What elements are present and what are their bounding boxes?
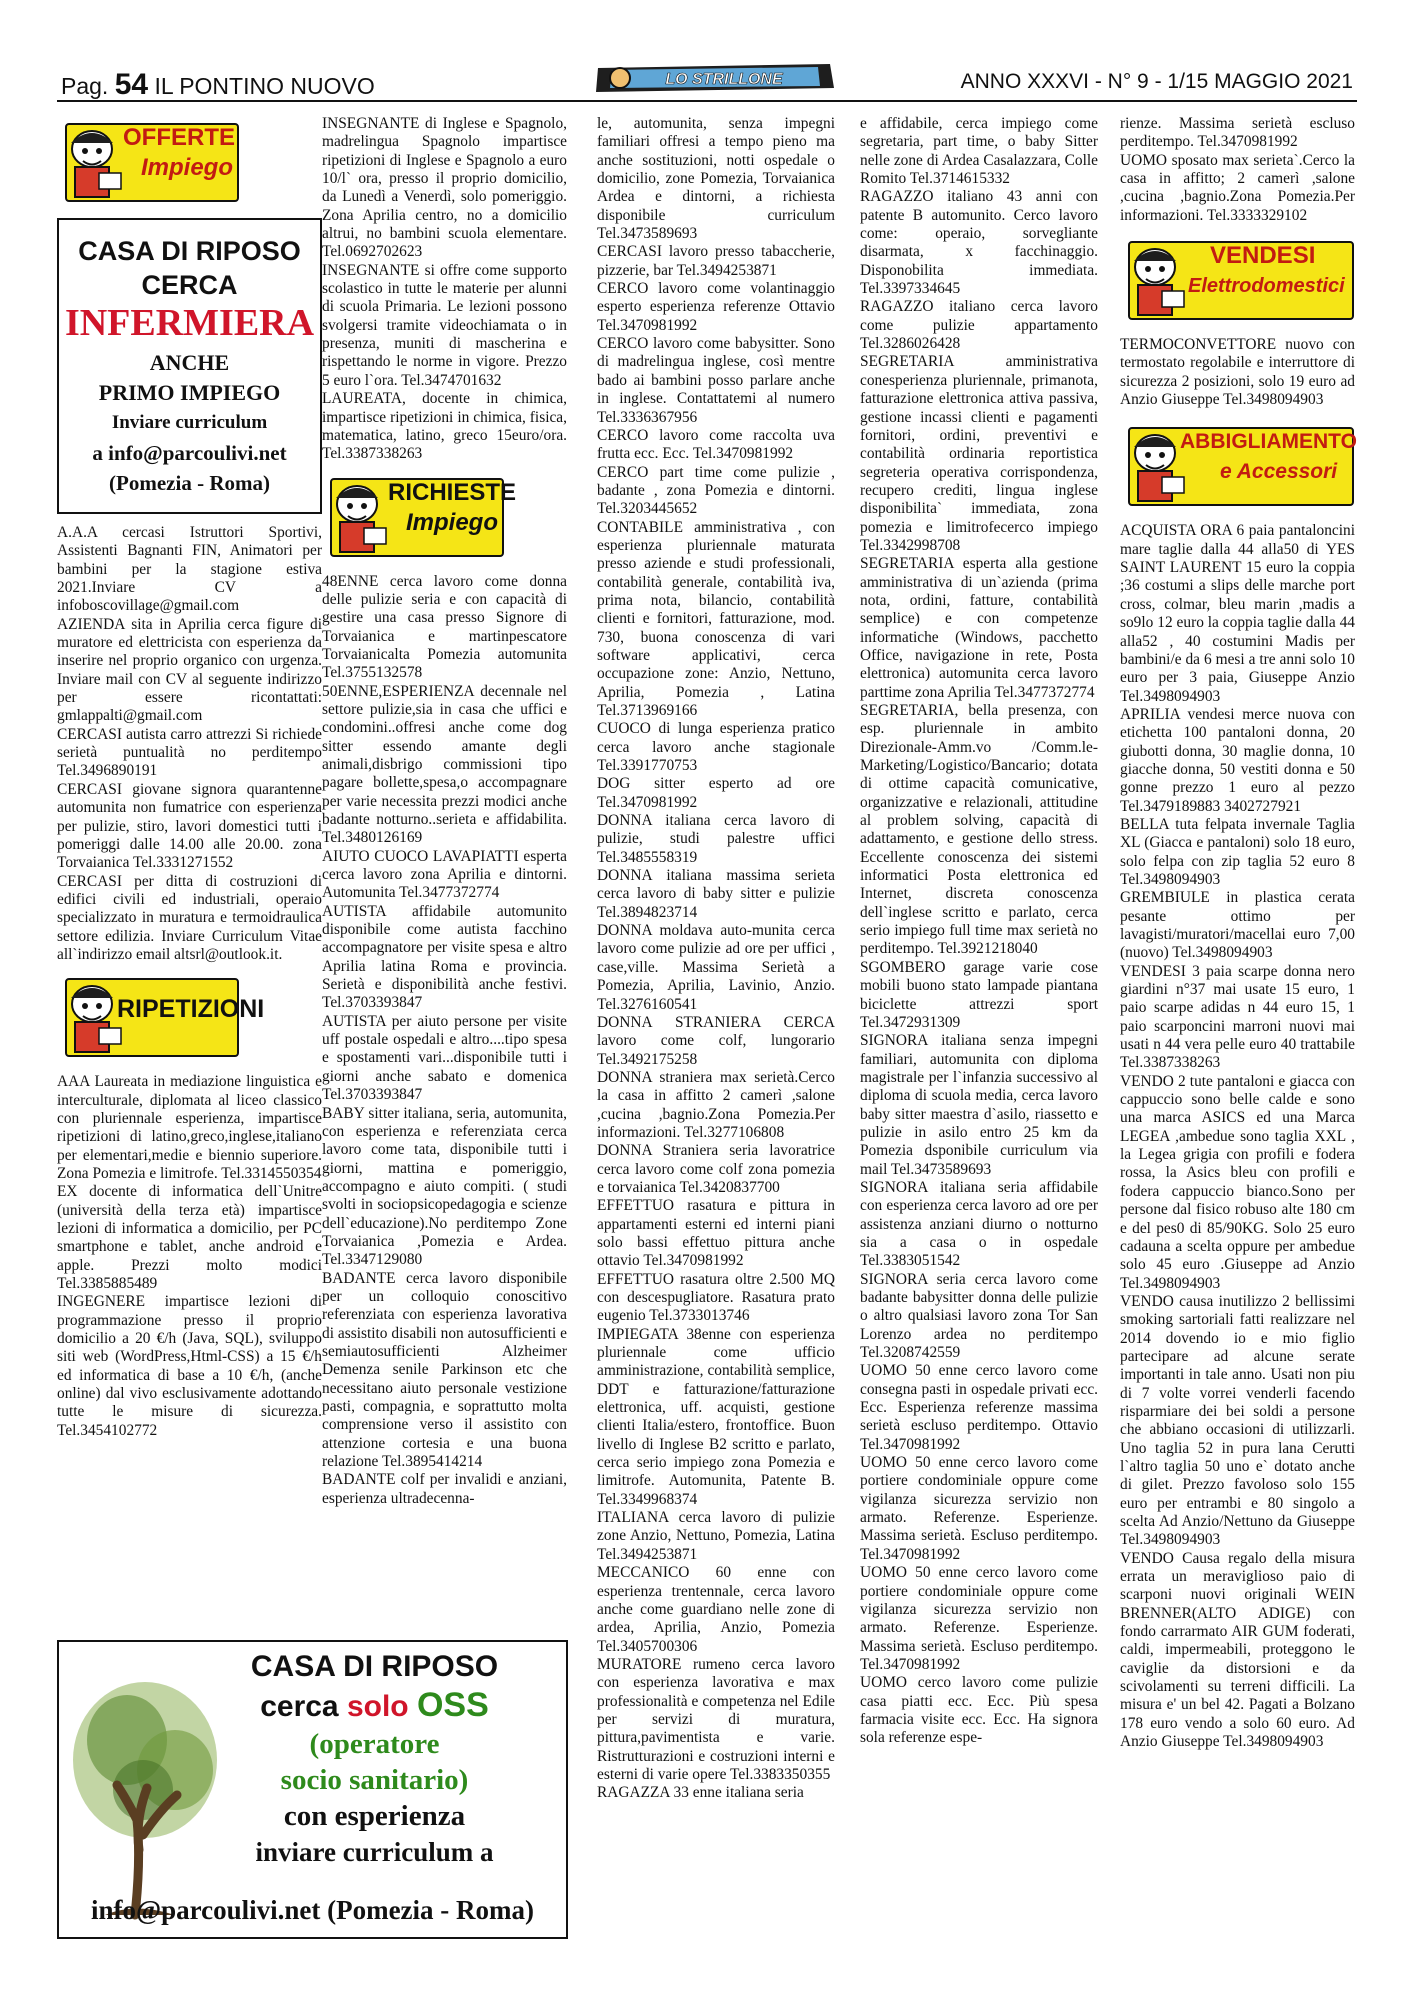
listings-offerte (57, 524, 322, 964)
column-4 (860, 115, 1098, 1748)
paper-name: IL PONTINO NUOVO (154, 73, 375, 99)
listing: UOMO 50 enne cerco lavoro come consegna pasti in ospedale privati ecc. Ecc. Esperienza referenze massima serietà escluso perditempo. Ottavio Tel.3470981992 (860, 1362, 1098, 1453)
listing: CUOCO di lunga esperienza pratico cerca lavoro anche stagionale Tel.3391770753 (597, 720, 835, 775)
column-2 (322, 115, 567, 1508)
page-label: Pag. (61, 73, 109, 99)
listing: VENDO Causa regalo della misura errata un meraviglioso paio di scarponi nuovi originali WEIN BRENNER(ALTO ADIGE) con fondo carrarmato AIR GUM foderati, caldi, impermeabili, proteggono le caviglie da distorsioni e da scivolamenti su terreni difficili. La misura e' un bel 42. Pagati a Bolzano 178 euro vendo a solo 60 euro. Ad Anzio Giuseppe Tel.3498094903 (1120, 1549, 1355, 1751)
ad-oss (57, 1640, 568, 1939)
listing: DONNA moldava auto-munita cerca lavoro come pulizie ad ore per uffici , case,ville. Massima Serietà a Pomezia, Aprilia, Lavinio, Anzio. Tel.3276160541 (597, 922, 835, 1013)
listing: SEGRETARIA, bella presenza, con esp. pluriennale in ambito Direzionale-Amm.vo /Comm.le-Marketing/Logistico/Bancario; dotata di ottime capacità comunicative, organizzative e relazionali, attitudine al problem solving, capacità di adattamento, e gestione dello stress. Eccellente conoscenza dei sistemi informatici Posta elettronica ed Internet, discreta conoscenza dell`inglese scritto e parlato, cerca serio impiego full time max serietà no perditempo. Tel.3921218040 (860, 702, 1098, 958)
listings-richieste-cont (1120, 115, 1355, 225)
listing: BADANTE colf per invalidi e anziani, esperienza ultradecenna- (322, 1471, 567, 1507)
listing: SIGNORA italiana senza impegni familiari, automunita con diploma magistrale per l`infanzia successivo al diploma di scuola media, cerca lavoro baby sitter maestra d`asilo, riassetto e pulizie in asilo entro 25 km da Pomezia dsponibile curriculum via mail Tel.3473589693 (860, 1032, 1098, 1178)
listing: UOMO cerco lavoro come pulizie casa piatti ecc. Ecc. Più spesa farmacia visite ecc. Ecc. Ha signora sola referenze espe- (860, 1674, 1098, 1747)
ad-contact: info@parcoulivi.net (Pomezia - Roma) (90, 1895, 535, 1925)
banner-subtitle: e Accessori (1220, 460, 1338, 484)
listing: CERCO lavoro come raccolta uva frutta ecc. Ecc. Tel.3470981992 (597, 426, 835, 463)
listings-ripetizioni (57, 1073, 322, 1440)
ad-line: CASA DI RIPOSO (78, 236, 301, 266)
listing: rienze. Massima serietà escluso perditempo. Tel.3470981992 (1120, 115, 1355, 151)
listing: SGOMBERO garage varie cose mobili buono stato lampade piantana biciclette attrezzi sport Tel.3472931309 (860, 958, 1098, 1031)
listing: AAA Laureata in mediazione linguistica e interculturale, diplomata al liceo classico con pluriennale esperienza, impartisce ripetizioni di latino,greco,inglese,italiano per elementari,medie e biennio superiore. Zona Pomezia e limitrofe. Tel.3314550354 (57, 1073, 322, 1182)
listing: ACQUISTA ORA 6 paia pantaloncini mare taglie dalla 44 alla50 di YES SAINT LAURENT 15 euro la coppia ;36 costumi a slips delle marche port cross, colmar, bleu marin ,madis a so9lo 12 euro la coppia taglie dalla 44 alla52 , 40 costumini Madis per bambini/e da 6 mesi a tre anni solo 10 euro per 3 paia, Giuseppe Anzio Tel.3498094903 (1120, 522, 1355, 705)
listing: 50ENNE,ESPERIENZA decennale nel settore pulizie,sia in casa che uffici e condomini..offresi anche come dog sitter essendo amante degli animali,disbrigo commissioni tipo pagare bollette,spesa,o accompagnare per varie necessita prezzi modici anche badante notturno..serieta e affidabilita. Tel.3480126169 (322, 682, 567, 847)
ad-line: CERCA (141, 270, 238, 300)
mascot-icon (57, 121, 127, 203)
listing: MURATORE rumeno cerca lavoro con esperienza lavorativa e max professionalità e competenza nel Edile per servizi di muratura, pittura,pavimentista e varie. Ristrutturazioni e costruzioni interni e esterni di varie opere Tel.3383350355 (597, 1655, 835, 1783)
banner-subtitle: Impiego (406, 508, 499, 536)
banner-title: OFFERTE (123, 124, 235, 151)
listing: CERCO part time come pulizie , badante , zona Pomezia e dintorni. Tel.3203445652 (597, 463, 835, 518)
banner-vendesi-elettrodomestici (1120, 233, 1355, 328)
mascot-icon (322, 476, 392, 558)
listing: AUTISTA per aiuto persone per visite uff postale ospedali e altro....tipo spesa e spostamenti vari...disponibile tutti i giorni anche sabato e domenica Tel.3703393847 (322, 1012, 567, 1104)
listing: CERCASI giovane signora quarantenne automunita non fumatrice con esperienza per pulizie, stiro, lavori domestici tutti i pomeriggi dalle 14.00 alle 20.00. zona Torvaianica Tel.3331271552 (57, 780, 322, 872)
ad-location: (Pomezia - Roma) (109, 471, 270, 495)
column-1 (57, 115, 322, 1440)
strillone-logo (592, 62, 837, 94)
listing: CERCO lavoro come babysitter. Sono di madrelingua inglese, così mentre bado ai bambini posso parlare anche in inglese. Contattatemi al numero Tel.3336367956 (597, 335, 835, 426)
listings-ripetizioni-cont (322, 115, 567, 464)
listing: UOMO 50 enne cerco lavoro come portiere condominiale oppure come vigilanza sicurezza servizio non armato. Referenze. Esperienze. Massima serietà. Escluso perditempo. Tel.3470981992 (860, 1454, 1098, 1563)
listing: SIGNORA italiana seria affidabile con esperienza cerca lavoro ad ore per assistenza anziani diurno o notturno sia a casa o in ospedale Tel.3383051542 (860, 1178, 1098, 1270)
listing: IMPIEGATA 38enne con esperienza pluriennale come ufficio amministrazione, contabilità semplice, DDT e fatturazione/fatturazione elettronica, uff. acquisti, gestione clienti Italia/estero, frontoffice. Buon livello di Inglese B2 scritto e parlato, cerca serio impiego zona Pomezia e limitrofe. Automunita, Patente B. Tel.3349968374 (597, 1325, 835, 1508)
listing: ITALIANA cerca lavoro di pulizie zone Anzio, Nettuno, Pomezia, Latina Tel.3494253871 (597, 1509, 835, 1563)
listing: CERCASI autista carro attrezzi Si richiede serietà puntualità no perditempo Tel.3496890191 (57, 725, 322, 780)
listing: AUTISTA affidabile automunito disponibile come autista facchino accompagnatore per visite spesa e altro Aprilia latina Roma e provincia. Serietà e disponibilità anche festivi. Tel.3703393847 (322, 902, 567, 1012)
listing: RAGAZZO italiano 43 anni con patente B automunito. Cerco lavoro come: operaio, sorvegliante disarmata, x facchinaggio. Disponobilita immediata. Tel.3397334645 (860, 188, 1098, 298)
listing: CONTABILE amministrativa , con esperienza pluriennale maturata presso aziende e studi professionali, contabilità generale, contabilità iva, prima nota, bilancio, contabilità clienti e fornitori, fatturazione, mod. 730, buona conoscenza di vari software applicativi, cerca occupazione zone: Anzio, Nettuno, Aprilia, Pomezia , Latina Tel.3713969166 (597, 518, 835, 719)
listing: GREMBIULE in plastica cerata pesante ottimo per lavagisti/muratori/macellai euro 7,00 (nuovo) Tel.3498094903 (1120, 889, 1355, 962)
listing: UOMO sposato max serieta`.Cerco la casa in affitto; 2 camerì ,salone ,cucina ,bagnio.Zona Pomezia.Per informazioni. Tel.3333329102 (1120, 151, 1355, 224)
listings-vendesi (1120, 336, 1355, 409)
ad-line: Inviare curriculum (111, 412, 268, 433)
listing: VENDESI 3 paia scarpe donna nero giardini n°37 mai usate 15 euro, 1 paio scarpe adidas n 44 euro 15, 1 paio scarponcini marroni nuovi mai usati n 44 vera pelle euro 40 trattabile Tel.3387338263 (1120, 962, 1355, 1072)
listing: LAUREATA, docente in chimica, impartisce ripetizioni in chimica, fisica, matematica, latino, greco 15euro/ora. Tel.3387338263 (322, 390, 567, 463)
ad-highlight: INFERMIERA (64, 302, 315, 344)
listing: EFFETTUO rasatura oltre 2.500 MQ con descespugliatore. Rasatura prato eugenio Tel.3733013746 (597, 1270, 835, 1325)
listing: DONNA italiana massima serieta cerca lavoro di baby sitter e pulizie Tel.3894823714 (597, 867, 835, 921)
listing: VENDO 2 tute pantaloni e giacca con cappuccio sono belle calde e sono una marca ASICS ed una Marca LEGEA ,ambedue sono taglia XXL , la Legea grigia con profili e fodera rossa, la Asics bleu con profili e fodera cappuccio bianco.Sono per persone dal fisico robuso alte 180 cm e del pes0 di 85/90KG. Solo 25 euro cadauna a scelta oppure per ambedue solo 45 euro .Giuseppe ad Anzio Tel.3498094903 (1120, 1072, 1355, 1292)
listing: CERCO lavoro come volantinaggio esperto esperienza referenze Ottavio Tel.3470981992 (597, 280, 835, 334)
banner-abbigliamento (1120, 419, 1355, 514)
listing: INSEGNANTE di Inglese e Spagnolo, madrelingua Spagnolo impartisce ripetizioni di Inglese e Spagnolo a euro 10/l` ora, presso il proprio domicilio, da Lunedì a Venerdì, solo pomeriggio. Zona Aprilia centro, no a domicilio altrui, no bambini scuola elementare. Tel.0692702623 (322, 115, 567, 261)
listing: RAGAZZA 33 enne italiana seria (597, 1784, 804, 1802)
listing: BABY sitter italiana, seria, automunita, con esperienza e referenziata cerca lavoro come tata, disponibile tutti i giorni, mattina e pomeriggio, accompagno e aiuto compiti. ( studi svolti in sociopsicopedagogia e scienze dell`educazione).No perditempo Zone Torvaianica ,Pomezia e Ardea. Tel.3347129080 (322, 1104, 567, 1269)
ad-line: CASA DI RIPOSO (250, 1650, 499, 1683)
listing: UOMO 50 enne cerco lavoro come portiere condominiale oppure come vigilanza sicurezza servizio non armato. Referenze. Esperienze. Massima serietà. Escluso perditempo. Tel.3470981992 (860, 1564, 1098, 1673)
listing: e affidabile, cerca impiego come segretaria, part time, o baby Sitter nelle zone di Ardea Casalazzara, Colle Romito Tel.3714615332 (860, 115, 1098, 188)
listing: A.A.A cercasi Istruttori Sportivi, Assistenti Bagnanti FIN, Animatori per bambini per la stagione estiva 2021.Inviare CV a infoboscovillage@gmail.com (57, 524, 322, 615)
banner-title: VENDESI (1210, 242, 1316, 270)
banner-ripetizioni (57, 970, 322, 1065)
listing: BADANTE cerca lavoro disponibile per un colloquio conoscitivo referenziata con esperienza lavorativa di assistito disabili non autosufficienti e semiautosufficienti Alzheimer Demenza senile Parkinson etc che necessitano aiuto personale vestizione pasti, compagnia, e soprattutto molta comprensione verso il assistito con attenzione cortesia e una buona relazione Tel.3895414214 (322, 1269, 567, 1471)
listing: le, automunita, senza impegni familiari offresi a tempo pieno ma anche sostituzioni, notti ospedale o domicilio, zone Pomezia, Torvaianica Ardea e dintorni, a richiesta disponibile curriculum Tel.3473589693 (597, 115, 835, 243)
ad-line: con esperienza (283, 1800, 466, 1832)
page-number: 54 (114, 68, 149, 101)
listing: 48ENNE cerca lavoro come donna delle pulizie seria e con capacità di gestire una casa presso Signore di Torvaianica e martinpescatore Torvaianicalta Pomezia automunita Tel.3755132578 (322, 572, 567, 682)
ad-line: ANCHE (149, 350, 230, 375)
listing: DONNA italiana cerca lavoro di pulizie, studi palestre uffici Tel.3485558319 (597, 812, 835, 866)
listing: DONNA straniera max serietà.Cerco la casa in affitto 2 camerì ,salone ,cucina ,bagnio.Zona Pomezia.Per informazioni. Tel.3277106808 (597, 1068, 835, 1141)
listing: INSEGNANTE si offre come supporto scolastico in tutte le materie per alunni di scuola Primaria. Le lezioni possono svolgersi tramite videochiamata o in presenza, muniti di mascherina e rispettando le norme in vigore. Prezzo 5 euro l`ora. Tel.3474701632 (322, 261, 567, 389)
ad-infermiera (57, 218, 322, 514)
listings-abbigliamento (1120, 522, 1355, 1751)
ad-email: a info@parcoulivi.net (92, 441, 287, 465)
banner-title: RIPETIZIONI (117, 995, 265, 1024)
listing: AZIENDA sita in Aprilia cerca figure di muratore ed elettricista con esperienza da inserire nel proprio organico con urgenza. Inviare mail con CV al seguente indirizzo per essere ricontattati: gmlappalti@gmail.com (57, 615, 322, 725)
header-left (61, 68, 375, 102)
listing: TERMOCONVETTORE nuovo con termostato regolabile e interruttore di sicurezza 2 posizioni, solo 19 euro ad Anzio Giuseppe Tel.3498094903 (1120, 336, 1355, 409)
banner-offerte-impiego (57, 115, 322, 210)
listing: DOG sitter esperto ad ore Tel.3470981992 (597, 775, 835, 811)
banner-title: RICHIESTE (388, 478, 517, 506)
logo-text: LO STRILLONE (665, 71, 783, 88)
listing: CERCASI per ditta di costruzioni di edifici civili ed industriali, operaio specializzato in muratura e termoidraulica settore edilizia. Inviare Curriculum Vitae all`indirizzo email altsrl@outlook.it. (57, 872, 322, 963)
listing: MECCANICO 60 enne con esperienza trentennale, cerca lavoro anche come guardiano nelle zone di ardea, Aprilia, Anzio, Pomezia Tel.3405700306 (597, 1564, 835, 1655)
ad-line: inviare curriculum a (255, 1837, 494, 1867)
listings-richieste (322, 573, 567, 1509)
column-3 (597, 115, 835, 1803)
listing: EX docente di informatica dell`Unitre (università della terza età) impartisce lezioni di informatica a domicilio, per PC smartphone e tablet, anche android e apple. Prezzi molto modici Tel.3385885489 (57, 1183, 322, 1293)
listing: SEGRETARIA amministrativa conesperienza pluriennale, primanota, fatturazione elettronica attiva passiva, gestione incassi clienti e pagamenti fornitori, ordini, preventivi e contabilità ordinaria reportistica segreteria operativa corrispondenza, recupero crediti, lingua inglese disponibilita` immediata, zona pomezia e limitrofecerco impiego Tel.3342998708 (860, 353, 1098, 554)
listing: BELLA tuta felpata invernale Taglia XL (Giacca e pantaloni) solo 18 euro, solo felpa con zip taglia 52 euro 8 Tel.3498094903 (1120, 815, 1355, 888)
listing: AIUTO CUOCO LAVAPIATTI esperta cerca lavoro zona Aprilia e dintorni. Automunita Tel.3477372774 (322, 847, 567, 902)
listing: DONNA Straniera seria lavoratrice cerca lavoro come colf zona pomezia e torvaianica Tel.3420837700 (597, 1142, 835, 1196)
banner-title: ABBIGLIAMENTO (1180, 430, 1357, 454)
listing: CERCASI lavoro presso tabaccherie, pizzerie, bar Tel.3494253871 (597, 243, 835, 279)
page-header (57, 60, 1357, 102)
banner-richieste-impiego (322, 470, 567, 565)
ad-line: PRIMO IMPIEGO (98, 380, 281, 405)
ad-line: socio sanitario) (280, 1764, 469, 1796)
listing: VENDO causa inutilizzo 2 bellissimi smoking sartoriali fatti realizzare nel 2014 dovendo io e mio figlio partecipare ad alcune serate importanti in tale anno. Usati non piu di 7 volte vorrei venderli facendo risparmiare dei bei soldi a persone che abbiano occasioni di utilizzarli. Uno taglia 52 in pura lana Cerutti l`altro taglia 50 uno e` dotato anche di gilet. Prezzo favoloso solo 155 euro per entrambi e 80 singolo a scelta Ad Anzio/Nettuno da Giuseppe Tel.3498094903 (1120, 1292, 1355, 1549)
listing: SEGRETARIA esperta alla gestione amministrativa di un`azienda (prima nota, ordini, fatture, contabilità semplice) e con competenze informatiche (Windows, pacchetto Office, navigazione in rete, Posta elettronica) automunita cerca lavoro parttime zona Aprilia Tel.3477372774 (860, 555, 1098, 701)
listing: RAGAZZO italiano cerca lavoro come pulizie appartamento Tel.3286026428 (860, 298, 1098, 353)
ad-line: cerca solo OSS (260, 1686, 489, 1724)
banner-subtitle: Elettrodomestici (1188, 275, 1345, 298)
listing: EFFETTUO rasatura e pittura in appartamenti esterni ed interni piani solo bassi effettuo pittura anche ottavio Tel.3470981992 (597, 1197, 835, 1270)
listing: APRILIA vendesi merce nuova con etichetta 100 pantaloni donna, 20 giubotti donna, 30 maglie donna, 10 giacche donna, 50 vestiti donna e 50 gonne prezzo 1 euro al pezzo Tel.3479189883 3402727921 (1120, 705, 1355, 815)
column-5 (1120, 115, 1355, 1751)
listing: INGEGNERE impartisce lezioni di programmazione presso il proprio domicilio a 20 €/h (Java, SQL), sviluppo siti web (WordPress,Html-CSS) a 15 €/h ed informatica di base a 10 €/h, (anche online) dal vivo esclusivamente adottando tutte le misure di sicurezza. Tel.3454102772 (57, 1293, 322, 1439)
listing: DONNA STRANIERA CERCA lavoro come colf, lungorario Tel.3492175258 (597, 1013, 835, 1068)
listing: SIGNORA seria cerca lavoro come badante babysitter donna delle pulizie o altro qualsiasi lavoro zona Tor San Lorenzo ardea no perditempo Tel.3208742559 (860, 1270, 1098, 1362)
banner-subtitle: Impiego (141, 154, 234, 181)
issue-info: ANNO XXXVI - N° 9 - 1/15 MAGGIO 2021 (960, 70, 1353, 93)
ad-line: (operatore (309, 1728, 440, 1760)
mascot-icon (1120, 239, 1190, 321)
